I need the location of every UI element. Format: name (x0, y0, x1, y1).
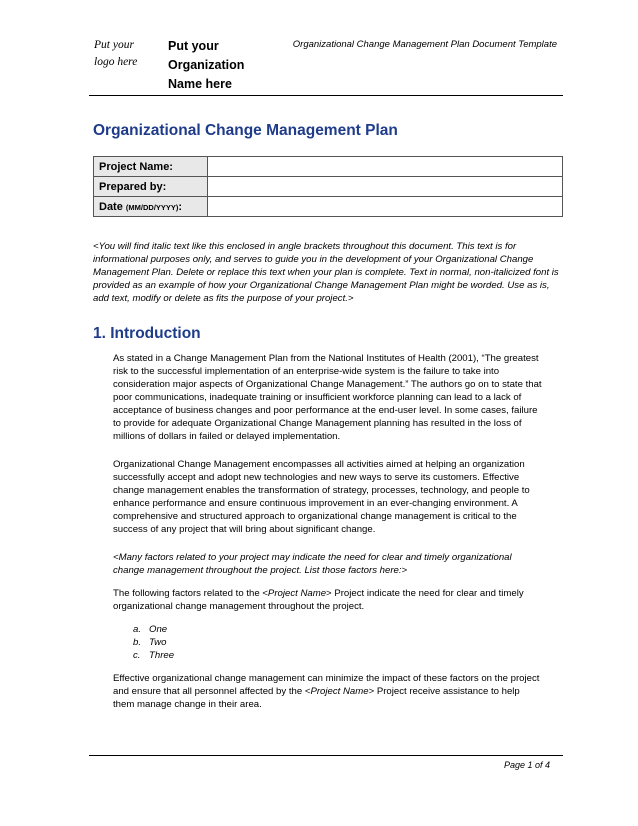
closing-text-start: Effective organizational change management can minimize the impact of these factors on the project and ensure that all personnel affected by the < (113, 673, 540, 697)
factors-text-start: The following factors related to the < (113, 588, 268, 599)
date-label: Date (99, 200, 123, 213)
header-divider (89, 95, 563, 96)
list-marker: b. (133, 637, 142, 648)
list-marker: c. (133, 650, 141, 661)
date-field[interactable] (208, 197, 563, 217)
list-item-text: One (149, 624, 168, 635)
factors-list (133, 623, 174, 662)
project-name-field[interactable] (208, 157, 563, 177)
list-item (133, 649, 174, 662)
instructions-note: <You will find italic text like this enclosed in angle brackets throughout this document. This text is for informational purposes only, and serves to guide you in the development of your Organizational Change Management Plan. Delete or replace this text when your plan is complete. Text in normal, non-italicized font is provided as an example of how your Organizational Change Management Plan might be worded. Use as is, add text, modify or delete as fits the purpose of your project.> (93, 241, 559, 304)
factors-instruction-note: <Many factors related to your project may indicate the need for clear and timely organizational change management throughout the project. List those factors here:> (113, 552, 512, 576)
project-name-label: Project Name: (94, 157, 208, 177)
organization-name: Put your Organization Name here (168, 39, 245, 91)
project-name-placeholder: Project Name (310, 686, 369, 697)
closing-paragraph (113, 672, 543, 711)
intro-paragraph-1: As stated in a Change Management Plan from the National Institutes of Health (2001), “The greatest risk to the successful implementation of an enterprise-wide system is the failure to take into consideration major aspects of Organizational Change Management.” The authors go on to state that poor communications, inadequate training or insufficient workforce planning can lead to a lack of acceptance of business changes and poor performance at the end-user level. In some cases, failure to provide for adequate Organizational Change Management planning has resulted in the loss of millions of dollars in failed or delayed implementation. (113, 353, 542, 442)
date-label-colon: : (178, 200, 183, 213)
section-heading-introduction: 1. Introduction (93, 325, 201, 342)
footer-divider (89, 755, 563, 756)
table-row (94, 157, 563, 177)
prepared-by-field[interactable] (208, 177, 563, 197)
closing-text-end: > Project receive assistance to help them manage change in their area. (113, 686, 520, 710)
date-format-hint: (MM/DD/YYYY) (125, 202, 179, 212)
list-marker: a. (133, 624, 142, 635)
factors-text-end: > Project indicate the need for clear and timely organizational change management throughout the project. (113, 588, 524, 612)
document-title: Organizational Change Management Plan Document Template (292, 39, 557, 50)
table-row (94, 197, 563, 217)
prepared-by-label: Prepared by: (94, 177, 208, 197)
project-name-placeholder: Project Name (267, 588, 327, 599)
list-item (133, 636, 174, 649)
logo-placeholder: Put your logo here (94, 39, 138, 68)
table-row (94, 177, 563, 197)
intro-paragraph-2: Organizational Change Management encompasses all activities aimed at helping an organization successfully accept and adopt new technologies and new ways to serve its customers. Effective change management enables the transformation of strategy, processes, technology, and people to enhance performance and ensure continuous improvement in an ever-changing environment. A comprehensive and structured approach to organizational change management is critical to the success of any project that will bring about significant change. (113, 459, 530, 535)
page-number: Page 1 of 4 (503, 760, 550, 770)
list-item-text: Two (149, 637, 167, 648)
list-item-text: Three (149, 650, 175, 661)
project-info-table (93, 156, 563, 217)
page-title: Organizational Change Management Plan (93, 122, 398, 139)
date-label-cell (94, 197, 208, 217)
factors-paragraph (113, 587, 543, 613)
list-item (133, 623, 174, 636)
